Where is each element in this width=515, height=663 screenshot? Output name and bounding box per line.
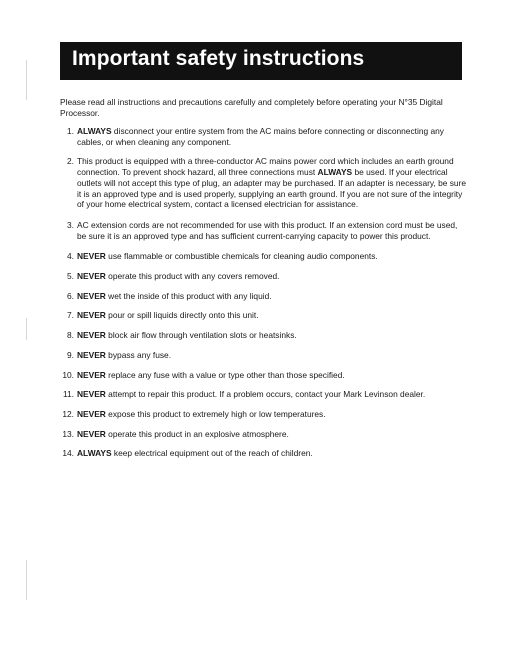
list-item (60, 429, 468, 440)
item-text (77, 251, 378, 261)
item-text (77, 271, 280, 281)
item-body: expose this product to extremely high or low temperatures. (105, 408, 326, 419)
item-number: 9. (67, 349, 74, 360)
item-body: replace any fuse with a value or type other than those specified. (105, 369, 345, 380)
list-item (60, 370, 468, 381)
scan-margin-line (26, 318, 27, 340)
item-number: 4. (67, 251, 74, 262)
item-number: 12. (62, 408, 74, 419)
item-keyword: NEVER (77, 330, 106, 341)
item-body: This product is equipped with a three-conductor AC mains power cord which includes an earth ground connection. To prevent shock hazard, all three connections must ALWAYS be used. If your electrical outlets will not accept this type of plug, an adapter may be purchased. If an adapter is necessary, be sure it is an approved type and is used properly, supplying an earth ground. If you are not sure of the integrity of your home electrical system, contact a licensed electrician for assistance. (77, 156, 467, 210)
item-number: 11. (62, 389, 74, 400)
item-body: pour or spill liquids directly onto this unit. (105, 310, 259, 321)
item-body: AC extension cords are not recommended for use with this product. If an extension cord must be used, be sure it is an approved type and has sufficient current-carrying capacity to power this product. (77, 219, 458, 241)
item-text (77, 156, 466, 209)
item-number: 8. (67, 330, 74, 341)
item-body: attempt to repair this product. If a problem occurs, contact your Mark Levinson dealer. (105, 389, 426, 400)
list-item (60, 330, 468, 341)
item-text (77, 370, 345, 380)
item-keyword: NEVER (77, 349, 106, 360)
list-item (60, 409, 468, 420)
item-keyword: NEVER (77, 271, 106, 282)
list-item (60, 350, 468, 361)
item-number: 10. (62, 369, 74, 380)
item-text (77, 310, 259, 320)
list-item (60, 251, 468, 262)
item-body: operate this product in an explosive atmosphere. (105, 428, 289, 439)
list-item (60, 220, 468, 241)
item-body: bypass any fuse. (105, 349, 172, 360)
item-keyword: ALWAYS (317, 167, 353, 178)
item-body: wet the inside of this product with any liquid. (105, 290, 272, 301)
item-body: keep electrical equipment out of the reach of children. (111, 448, 313, 459)
item-body: use flammable or combustible chemicals for cleaning audio components. (105, 251, 378, 262)
scan-margin-line (26, 60, 27, 100)
item-keyword: ALWAYS (77, 126, 112, 136)
item-number: 13. (62, 428, 74, 439)
list-item (60, 389, 468, 400)
item-text (77, 220, 457, 241)
list-item (60, 291, 468, 302)
item-number: 7. (67, 310, 74, 321)
list-item (60, 156, 468, 210)
item-number: 3. (67, 219, 74, 230)
item-keyword: ALWAYS (77, 448, 112, 459)
item-number: 6. (67, 290, 74, 301)
list-item (60, 310, 468, 321)
item-text (77, 448, 313, 458)
item-keyword: NEVER (77, 389, 106, 400)
item-keyword: NEVER (77, 408, 106, 419)
item-number: 14. (62, 448, 74, 459)
scan-margin-line (26, 560, 27, 600)
list-item (60, 271, 468, 282)
item-keyword: NEVER (77, 251, 106, 262)
item-keyword: NEVER (77, 290, 106, 301)
item-body: block air flow through ventilation slots or heatsinks. (105, 330, 297, 341)
item-number: 2. (67, 156, 74, 167)
item-keyword: NEVER (77, 369, 106, 380)
list-item (60, 448, 468, 459)
item-body: operate this product with any covers removed. (105, 271, 280, 282)
list-item (60, 126, 468, 147)
item-text (77, 429, 289, 439)
item-text (77, 409, 326, 419)
item-body: disconnect your entire system from the AC mains before connecting or disconnecting any cables, or when cleaning any component. (77, 126, 444, 147)
item-text (77, 291, 272, 301)
item-text (77, 330, 297, 340)
safety-instructions-list (60, 126, 468, 459)
page-title: Important safety instructions (72, 47, 365, 70)
item-keyword: NEVER (77, 428, 106, 439)
item-number: 5. (67, 271, 74, 282)
intro-paragraph: Please read all instructions and precautions carefully and completely before operating your N°35 Digital Processor. (60, 97, 443, 118)
title-banner (60, 42, 462, 80)
item-number: 1. (67, 126, 74, 136)
item-text (77, 126, 444, 147)
item-text (77, 350, 171, 360)
item-text (77, 389, 425, 399)
item-keyword: NEVER (77, 310, 106, 321)
